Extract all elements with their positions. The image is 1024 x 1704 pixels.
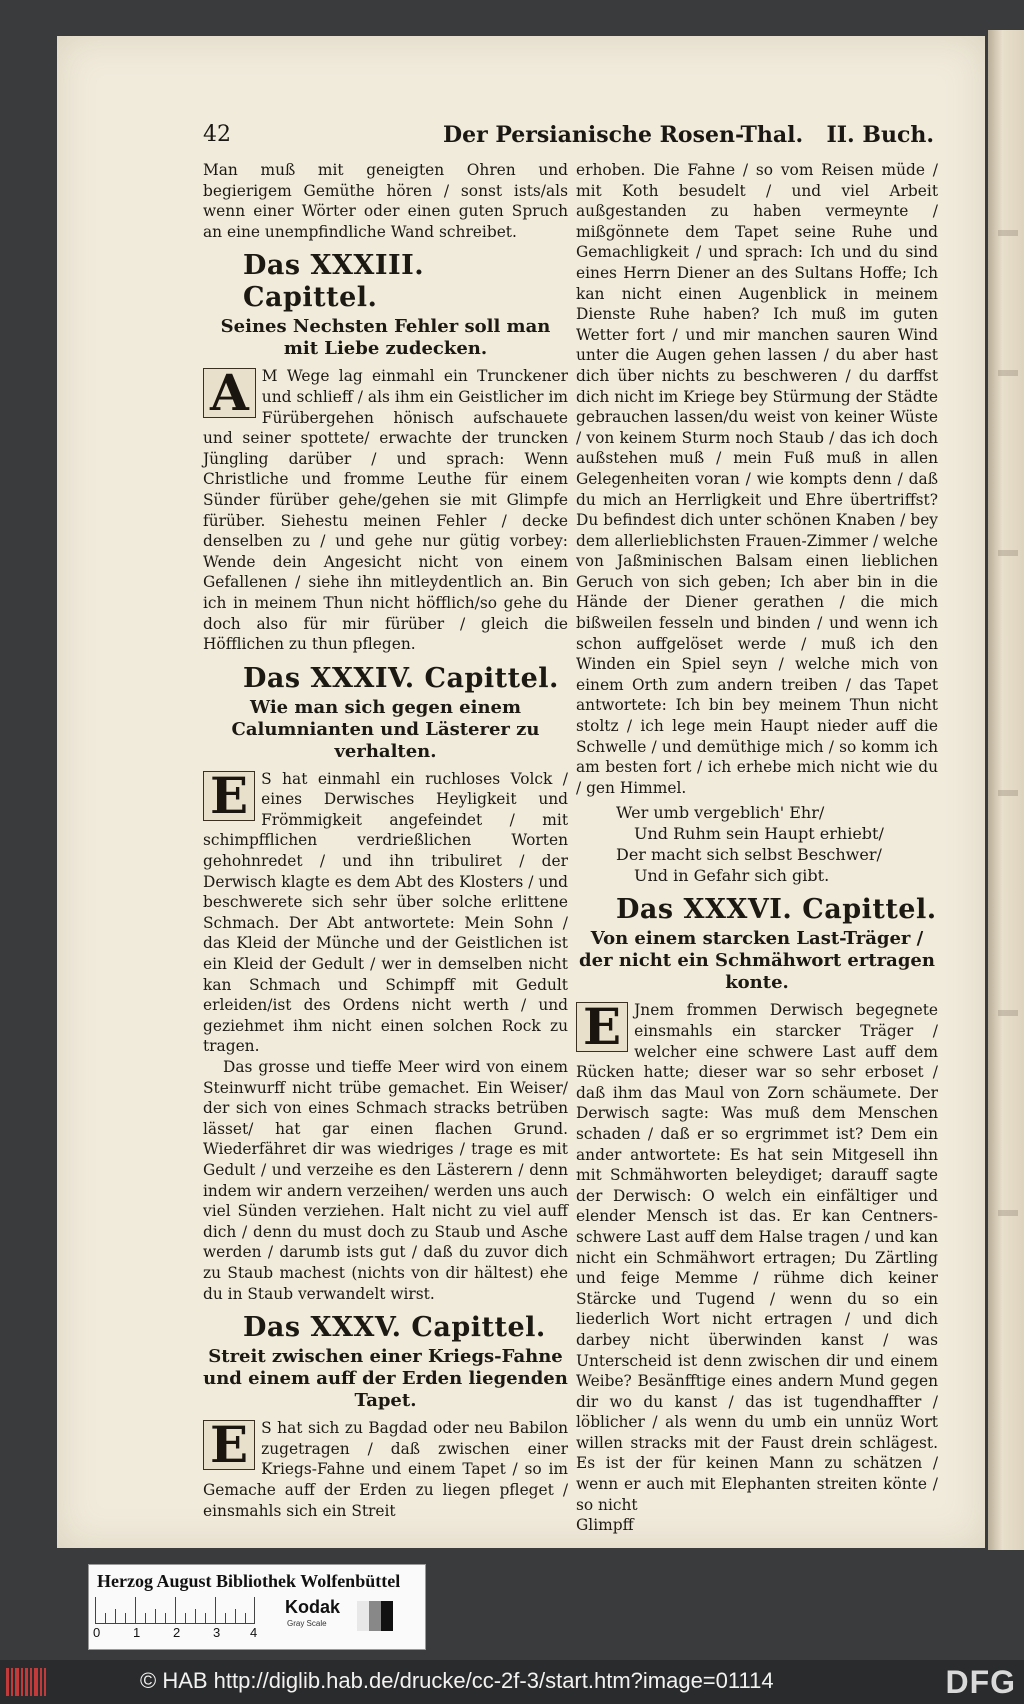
chapter-36-body: Jnem frommen Derwisch begegnete einsmahls ein starcker Träger / welcher eine schwere Last auff dem Rücken hatte; dieser war so sehr erboset / daß ihm das Maul von Zorn schäumete. Der Derwisch sagte: Was muß dem Menschen schaden / daß er so ergrimmet ist? Dem ein ander antwortete: Es hat sein Mitgesell ihn mit Schmähworten beleydiget; darauff sagte der Derwisch: O welch ein einfältiger und elender Mensch ist das. Er kan Centners-schwere Last auff dem Halse tragen / und kan nicht ein Schmähwort ertragen; Du Zärtling und feige Memme / rühme dich keiner Stärcke und Tugend / wenn du so ein liederlich Wort nicht ertragen / und dich darbey nicht überwinden kanst / was Unterscheid ist denn zwischen dir und einem Weibe? Besänfftige eines andern Mund gegen dir wo du kanst / das ist tugendhaffter / löblicher / als wenn du umb ein unnüz Wort willen stracks mit der Faust drein schlägest. Es ist der für keinen Mann zu schätzen / wenn er auch mit Elephanten streiten könte / so nicht <box>576 1001 938 1514</box>
gray-swatch <box>357 1601 369 1631</box>
footer-bar <box>0 1660 1024 1704</box>
catchword: Glimpff <box>576 1516 634 1535</box>
drop-initial: E <box>576 1002 628 1052</box>
chapter-34-subtitle: Wie man sich gegen einem Calumnianten und Lästerer zu verhalten. <box>231 696 540 762</box>
ruler-number: 0 <box>93 1625 101 1640</box>
chapter-35-text <box>203 1415 568 1521</box>
ruler-number: 1 <box>133 1625 141 1640</box>
verse-line: Und Ruhm sein Haupt erhiebt/ <box>634 824 884 844</box>
gray-scale-label: Gray Scale <box>287 1619 327 1628</box>
chapter-34-paragraph-2: Das grosse und tieffe Meer wird von einem Steinwurff nicht trübe gemachet. Ein Weiser/ der sich von eines Schmach stracks betrüben lässet/ hat gar einen flachen Grund. Wiederfähret dir was wiedriges / trage es mit Gedult / und verzeihe es den Lästerern / denn indem wir andern verzeihen/ werden uns auch viel Sünden verziehen. Halt nicht zu viel auff dich / denn du must doch zu Staub und Asche werden / darumb ists gut / daß du zuvor dich zu Staub machest (nichts von dir hältest) ehe du in Staub verwandelt wirst. <box>203 1058 568 1303</box>
chapter-35-title: Das XXXV. Capittel. <box>243 1312 546 1344</box>
chapter-34-body: S hat einmahl ein ruchloses Volck / eines Derwisches Heyligkeit und Frömmigkeit angefeindet / mit schimpfflichen verdrießlichen Worten gehohnredet / und ihn tribuliret / der Derwisch klagte es dem Abt des Klosters / und beschwerete sich sehr über solche erlittene Schmach. Der Abt antwortete: Mein Sohn / das Kleid der Münche und der Geistlichen ist ein Kleid der Gedult / wer in demselben nicht kan Schmach und Schimpff mit Gedult erleiden/ist des Ordens nicht werth / und geziehmet ihm nicht einen solchen Rock zu tragen. <box>203 769 568 1056</box>
barcode-icon <box>6 1668 46 1696</box>
chapter-34-title: Das XXXIV. Capittel. <box>243 662 559 694</box>
verse-line: Wer umb vergeblich' Ehr/ <box>616 803 825 823</box>
verse-line: Und in Gefahr sich gibt. <box>634 866 830 886</box>
ruler-number: 3 <box>213 1625 221 1640</box>
facing-page-edge <box>988 30 1024 1550</box>
drop-initial: A <box>203 368 256 418</box>
left-column <box>203 160 568 1521</box>
gray-swatch <box>369 1601 381 1631</box>
verse-line: Der macht sich selbst Beschwer/ <box>616 845 882 865</box>
book-number: II. Buch. <box>826 122 934 148</box>
copyright-link[interactable]: © HAB http://diglib.hab.de/drucke/cc-2f-3/start.htm?image=01114 <box>140 1668 774 1693</box>
chapter-33-body: M Wege lag einmahl ein Trunckener und schlieff / als ihm ein Geistlicher im Fürübergehen hönisch aufschauete und seiner spottete/ erwachte der truncken Jüngling darüber / und sprach: Wenn Christliche und fromme Leuthe für einem Sünder fürüber gehe/gehen sie mit Glimpfe fürüber. Siehestu meinen Fehler / decke denselben zu / und gehe nur gütig vorbey: Wende dein Angesicht nicht von einem Gefallenen / siehe ihn mitleydentlich an. Bin ich in meinem Thun nicht höfflich/so gehe du doch also für mir fürüber / gleich die Höfflichen zu thun pflegen. <box>203 367 568 654</box>
grayscale-target-card <box>88 1564 426 1650</box>
chapter-35-subtitle: Streit zwischen einer Kriegs-Fahne und einem auff der Erden liegenden Tapet. <box>203 1346 568 1412</box>
continuation-paragraph: erhoben. Die Fahne / so vom Reisen müde / mit Koth besudelt / und viel Arbeit außgestanden zu haben vermeynte / mißgönnete dem Tapet seine Ruhe und Gemachligkeit / und sprach: Ich und du sind eines Herrn Diener an des Sultans Hoffe; Ich kan nicht einen Augenblick in meinem Dienste Ruhe haben? Ich muß im guten Wetter fort / und mir manchen sauren Wind unter die Augen gehen lassen / du aber hast dich über nichts zu beschweren / du darffst dich nicht im Kriege bey Stürmung der Städte gebrauchen lassen/du weist von keiner Wüste / von keinem Sturm noch Staub / das ich doch außstehen muß / mein Fuß muß in allen Gelegenheiten voran / wie kompts denn / daß du mich an Herrligkeit und Ehre übertriffst? Du befindest dich unter schönen Knaben / bey dem allerlieblichsten Frauen-Zimmer / welche von Jaßminischen Balsam einen lieblichen Geruch von sich geben; Ich aber bin in die Hände der Diener gerathen / die mich bißweilen fesseln und binden / und wenn ich schon auffgelöset werde / muß ich den Winden ein Spiel seyn / welche mich von einem Orth zum andern treiben / das Tapet antwortete: Ich bin bey meinem Thun nicht stoltz / ich lege mein Haupt nieder auff die Schwelle / und demüthige mich / so komm ich am besten fort / ich erhebe mich nicht wie du / gen Himmel. <box>576 161 938 797</box>
library-name: Herzog August Bibliothek Wolfenbüttel <box>97 1571 401 1591</box>
chapter-33-text <box>203 363 568 654</box>
drop-initial: E <box>203 771 255 821</box>
verse <box>616 802 938 886</box>
page-number: 42 <box>203 122 231 147</box>
gray-swatch <box>381 1601 393 1631</box>
dfg-logo: DFG <box>945 1664 1016 1700</box>
chapter-33-subtitle: Seines Nechsten Fehler soll man mit Liebe zudecken. <box>220 316 551 360</box>
chapter-34-text <box>203 765 568 1057</box>
kodak-logo: Kodak <box>285 1597 341 1617</box>
intro-paragraph: Man muß mit geneigten Ohren und begierigem Gemüthe hören / sonst ists/als wenn einer Wörter oder einen guten Spruch an eine unempfindliche Wand schreibet. <box>203 161 568 241</box>
running-title: Der Persianische Rosen-Thal. <box>443 122 804 148</box>
drop-initial: E <box>203 1420 255 1470</box>
chapter-35-body: S hat sich zu Bagdad oder neu Babilon zugetragen / daß zwischen einer Kriegs-Fahne und einem Tapet / so im Gemache auff der Erden zu liegen pfleget / einsmahls sich ein Streit <box>203 1419 568 1520</box>
running-header <box>203 122 934 158</box>
chapter-36-subtitle: Von einem starcken Last-Träger / der nicht ein Schmähwort ertragen konte. <box>579 928 935 994</box>
chapter-36-title: Das XXXVI. Capittel. <box>616 894 937 926</box>
ruler-number: 2 <box>173 1625 181 1640</box>
chapter-36-text <box>576 997 938 1515</box>
right-column <box>576 160 938 1536</box>
ruler <box>95 1597 255 1624</box>
ruler-number: 4 <box>250 1625 258 1640</box>
chapter-33-title: Das XXXIII. Capittel. <box>243 250 425 314</box>
